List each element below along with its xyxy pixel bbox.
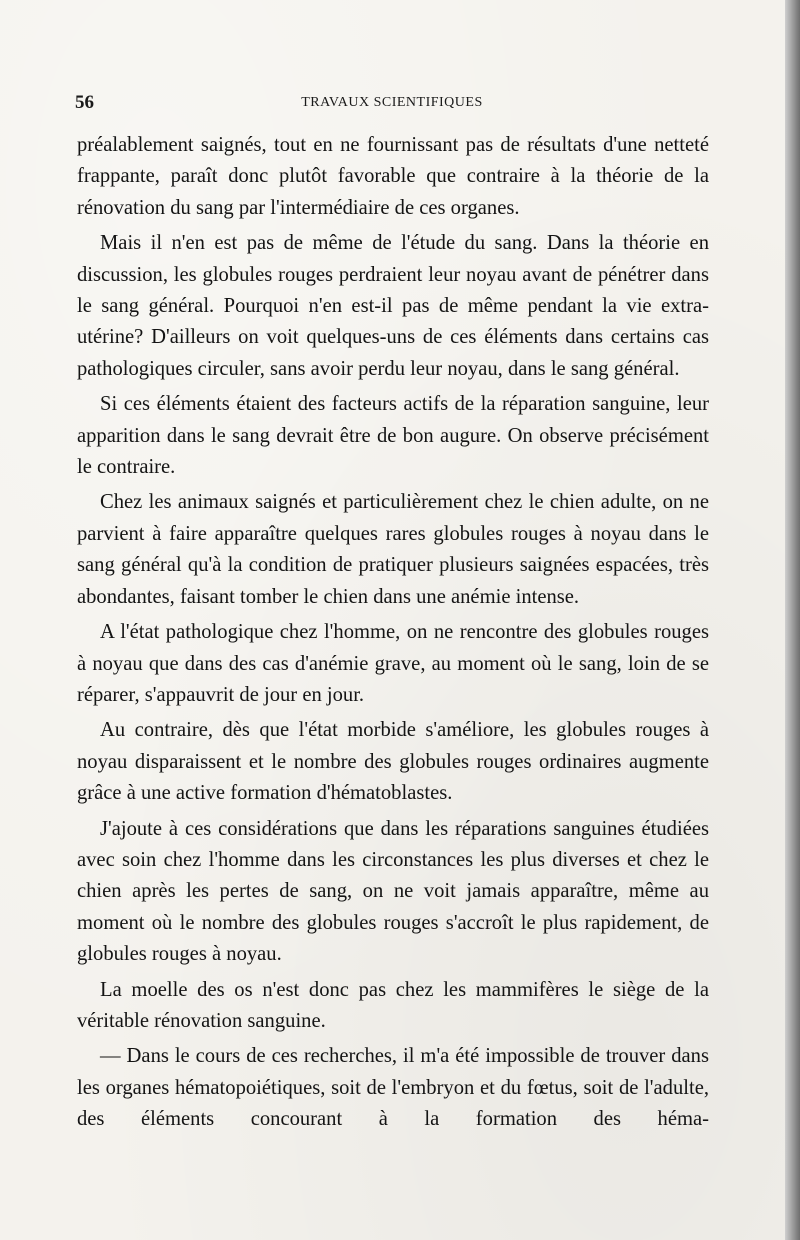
paragraph: J'ajoute à ces considérations que dans les réparations sanguines étudiées avec soin chez l'homme dans les circonstances les plus diverses et chez le chien après les pertes de sang, on ne voit jamais apparaître, même au moment où le nombre des globules rouges s'accroît le plus rapidement, de globules rouges à noyau. xyxy=(77,817,709,966)
paragraph: Mais il n'en est pas de même de l'étude du sang. Dans la théorie en discussion, les globules rouges perdraient leur noyau avant de pénétrer dans le sang général. Pourquoi n'en est-il pas de même pendant la vie extra-utérine? D'ailleurs on voit quelques-uns de ces éléments dans certains cas pathologiques circuler, sans avoir perdu leur noyau, dans le sang général. xyxy=(77,232,709,380)
page-edge-shadow xyxy=(785,0,800,1240)
paragraph: préalablement saignés, tout en ne fournissant pas de résultats d'une netteté frappante, paraît donc plutôt favorable que contraire à la théorie de la rénovation du sang par l'intermédiaire de ces organes. xyxy=(77,134,709,219)
paragraph: Si ces éléments étaient des facteurs actifs de la réparation sanguine, leur apparition dans le sang devrait être de bon augure. On observe précisément le contraire. xyxy=(77,393,709,479)
paragraph: Au contraire, dès que l'état morbide s'améliore, les globules rouges à noyau disparaissent et le nombre des globules rouges ordinaires augmente grâce à une active formation d'hématoblastes. xyxy=(77,719,709,805)
page-header xyxy=(75,92,709,118)
paragraph: Chez les animaux saignés et particulièrement chez le chien adulte, on ne parvient à faire apparaître quelques rares globules rouges à noyau dans le sang général qu'à la condition de pratiquer plusieurs saignées espacées, très abondantes, faisant tomber le chien dans une anémie intense. xyxy=(77,491,709,608)
paragraph: — Dans le cours de ces recherches, il m'a été impossible de trouver dans les organes hématopoiétiques, soit de l'embryon et du fœtus, soit de l'adulte, des éléments concourant à la formation des héma- xyxy=(77,1045,709,1131)
paragraph: La moelle des os n'est donc pas chez les mammifères le siège de la véritable rénovation sanguine. xyxy=(77,978,709,1032)
paragraph: A l'état pathologique chez l'homme, on ne rencontre des globules rouges à noyau que dans des cas d'anémie grave, au moment où le sang, loin de se réparer, s'appauvrit de jour en jour. xyxy=(77,621,709,706)
body-text xyxy=(77,130,709,1140)
running-head: TRAVAUX SCIENTIFIQUES xyxy=(301,95,483,110)
page-number: 56 xyxy=(75,92,94,113)
